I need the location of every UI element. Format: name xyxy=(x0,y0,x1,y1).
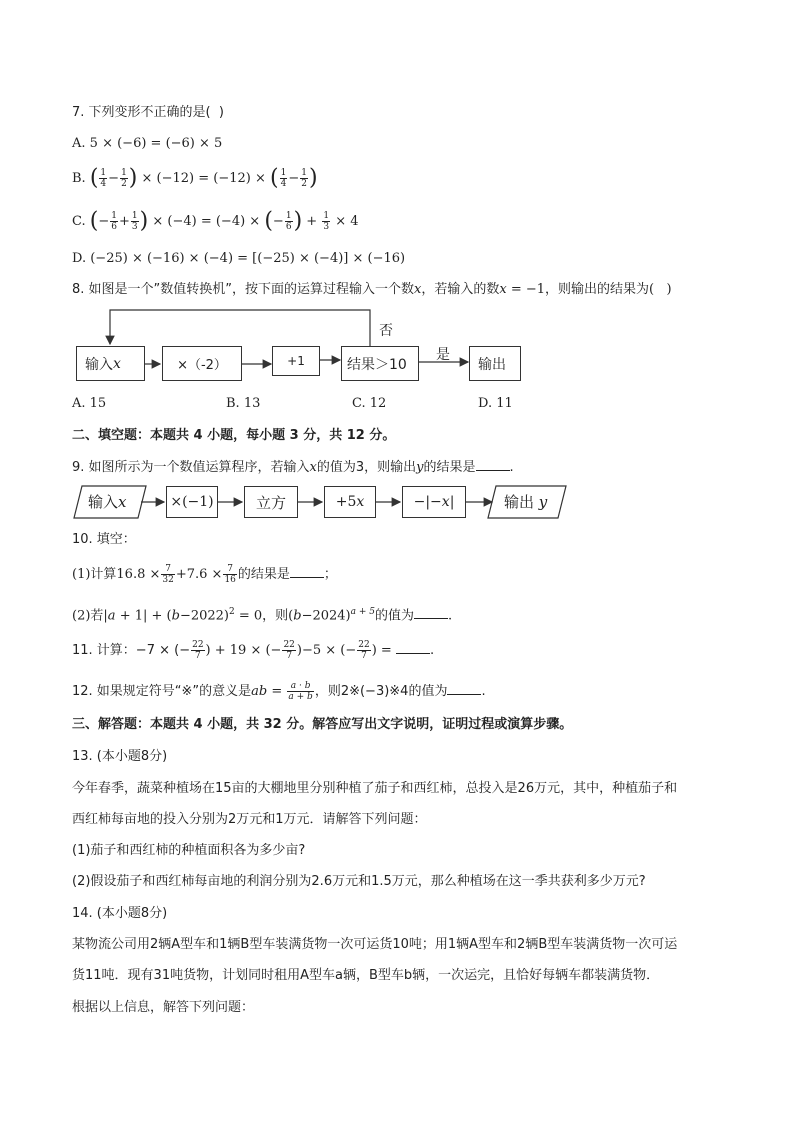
denominator: 16 xyxy=(224,575,236,585)
variable: b xyxy=(293,608,302,624)
fraction xyxy=(287,681,313,702)
box-label: +5 xyxy=(335,494,357,510)
box-label: 输出 xyxy=(478,356,506,373)
variable: ab xyxy=(251,684,268,699)
denominator: 32 xyxy=(162,575,174,585)
variable: x xyxy=(441,494,450,510)
expression: 11. 计算：−7 × (− xyxy=(72,643,191,658)
expression: +7.6 × xyxy=(175,567,223,582)
denominator: 7 xyxy=(286,651,293,661)
q12-stem xyxy=(72,681,486,702)
q14-heading: 14. (本小题8分) xyxy=(72,906,168,921)
expression: = xyxy=(267,684,287,699)
fraction: $\frac{1}{6}$ xyxy=(111,211,117,232)
q9-flow-input xyxy=(88,491,126,512)
denominator: 7 xyxy=(194,651,201,661)
stem-text: 的值为 xyxy=(375,608,415,624)
box-label: 结果＞10 xyxy=(347,356,407,373)
stem-text: 9. 如图所示为一个数值运算程序，若输入 xyxy=(72,460,310,475)
box-label: ×(−1) xyxy=(170,494,214,510)
expression: + 1| + ( xyxy=(115,608,172,624)
numerator: 7 xyxy=(223,564,236,575)
fraction xyxy=(357,640,370,661)
box-label: +1 xyxy=(287,354,305,368)
answer-blank xyxy=(290,565,324,578)
expression: (1)计算16.8 × xyxy=(72,567,161,582)
q8-option-b: B. 13 xyxy=(226,396,261,411)
q8-option-c: C. 12 xyxy=(352,396,387,411)
stem-text: . xyxy=(481,684,486,699)
q9-stem xyxy=(72,458,514,477)
flow-yes-label: 是 xyxy=(436,347,450,363)
stem-text: 的结果是 xyxy=(237,567,290,582)
fraction: $\frac{1}{2}$ xyxy=(301,168,307,189)
stem-text: ，若输入的数 xyxy=(421,282,500,297)
q9-flow-output xyxy=(504,491,547,512)
q13-heading: 13. (本小题8分) xyxy=(72,749,168,764)
box-label: 输出 xyxy=(504,493,535,511)
expression: ) = xyxy=(371,643,396,658)
stem-text: ，则2※(−3)※4的值为 xyxy=(314,684,448,699)
denominator: a + b xyxy=(288,692,313,702)
stem-text: ； xyxy=(323,567,337,582)
fraction: $\frac{1}{4}$ xyxy=(100,168,107,189)
option-label: B. xyxy=(72,171,86,186)
option-expression: × (−12) = (−12) × xyxy=(137,171,271,186)
flow-multiply-box xyxy=(162,346,242,381)
fraction: $\frac{1}{3}$ xyxy=(323,211,330,232)
flow-input-box xyxy=(76,346,145,381)
expression: ) + 19 × (− xyxy=(205,643,282,658)
fraction: $\frac{1}{6}$ xyxy=(285,211,292,232)
option-label: C. xyxy=(72,214,86,229)
option-label: D. xyxy=(72,251,87,266)
flow-output-box xyxy=(469,346,521,381)
q7-option-c: C. (− $\frac{1}{6}$ + $\frac{1}{3}$ ) × (−4) = (−4) × (− $\frac{1}{6}$ ) + $\frac{1}{3}$ × 4 xyxy=(72,208,359,234)
flow-add-box xyxy=(272,346,320,376)
fraction: $\frac{1}{4}$ xyxy=(280,168,287,189)
numerator: 7 xyxy=(161,564,174,575)
box-label: −|− xyxy=(413,494,442,510)
q13-part-1: (1)茄子和西红柿的种植面积各为多少亩? xyxy=(72,843,306,858)
stem-text: 的值为3，则输出 xyxy=(316,460,417,475)
variable: x xyxy=(309,460,317,475)
stem-text: = −1，则输出的结果为( ) xyxy=(506,282,672,297)
q10-stem: 10. 填空： xyxy=(72,532,136,547)
q10-part-1 xyxy=(72,564,337,585)
q9-flow-negate-box xyxy=(166,486,218,518)
flow-compare-box xyxy=(341,346,419,381)
q10-part-2: (2)若$|a + 1| + (b-2022)^2 = 0$，则$(b-2024)^{a + 5}$的值为 . xyxy=(72,607,453,624)
variable: y xyxy=(416,460,424,475)
box-label: ×（-2） xyxy=(177,358,227,373)
q11-expression xyxy=(72,640,434,661)
variable: x xyxy=(356,494,365,510)
variable: y xyxy=(538,493,548,511)
variable: x xyxy=(118,493,127,511)
q14-body-line-3: 根据以上信息，解答下列问题： xyxy=(72,1000,255,1015)
q8-option-d: D. 11 xyxy=(478,396,513,411)
section-2-heading: 二、填空题：本题共 4 小题，每小题 3 分，共 12 分。 xyxy=(72,428,396,443)
fraction xyxy=(161,564,174,585)
q13-body-line-2: 西红柿每亩地的投入分别为2万元和1万元．请解答下列问题： xyxy=(72,812,427,827)
variable: b xyxy=(171,608,180,624)
q8-option-a: A. 15 xyxy=(72,396,107,411)
q7-stem: 7. 下列变形不正确的是( ) xyxy=(72,105,224,120)
expression: (2)若| xyxy=(72,608,108,624)
fraction xyxy=(223,564,236,585)
numerator: 22 xyxy=(283,640,295,650)
denominator: 7 xyxy=(361,651,367,661)
fraction xyxy=(282,640,295,661)
q14-body-line-2: 货11吨．现有31吨货物，计划同时租用A型车a辆，B型车b辆，一次运完，且恰好每辆车都装满货物． xyxy=(72,968,660,983)
option-expression: 5 × (−6) = (−6) × 5 xyxy=(89,136,223,151)
stem-text: . xyxy=(448,608,453,624)
box-label: 输入 xyxy=(88,493,119,511)
option-expression: × (−4) = (−4) × xyxy=(148,214,265,229)
box-label: 立方 xyxy=(255,493,286,512)
numerator: 22 xyxy=(192,640,204,650)
numerator: 22 xyxy=(358,640,370,650)
expression: −2022) xyxy=(179,608,229,624)
section-3-heading: 三、解答题：本题共 4 小题，共 32 分。解答应写出文字说明，证明过程或演算步骤。 xyxy=(72,717,573,732)
numerator: a · b xyxy=(287,681,313,692)
q13-body-line-1: 今年春季，蔬菜种植场在15亩的大棚地里分别种植了茄子和西红柿，总投入是26万元，其中，种植茄子和 xyxy=(72,781,678,796)
fraction xyxy=(191,640,204,661)
q7-option-b: B. ( $\frac{1}{4}$ − $\frac{1}{2}$ ) × (−12) = (−12) × ( $\frac{1}{4}$ − $\frac{1}{2}$ ) xyxy=(72,165,318,191)
box-label: | xyxy=(449,494,455,510)
answer-blank xyxy=(476,458,510,471)
stem-text: 的结果是 xyxy=(423,460,476,475)
flow-no-label: 否 xyxy=(379,323,393,339)
variable: x xyxy=(499,282,507,297)
exponent: a + 5 xyxy=(350,607,375,617)
q14-body-line-1: 某物流公司用2辆A型车和1辆B型车装满货物一次可运货10吨；用1辆A型车和2辆B型车装满货物一次可运 xyxy=(72,937,678,952)
answer-blank xyxy=(414,606,448,619)
option-label: A. xyxy=(72,136,86,151)
variable: x xyxy=(414,282,422,297)
box-label: 输入 xyxy=(85,356,113,373)
variable: a xyxy=(107,608,116,624)
option-expression: (−25) × (−16) × (−4) = [(−25) × (−4)] × (−16) xyxy=(90,251,406,266)
answer-blank xyxy=(396,641,430,654)
fraction: $\frac{1}{3}$ xyxy=(131,211,138,232)
stem-text: 12. 如果规定符号“※”的意义是 xyxy=(72,684,252,699)
stem-text: 8. 如图是一个”数值转换机”，按下面的运算过程输入一个数 xyxy=(72,282,415,297)
expression: )−5 × (− xyxy=(296,643,357,658)
q9-flow-abs-box xyxy=(402,486,466,518)
expression: −2024) xyxy=(301,608,351,624)
option-expression: × 4 xyxy=(331,214,359,229)
fraction: $\frac{1}{2}$ xyxy=(121,168,127,189)
stem-text: . xyxy=(509,460,514,475)
expression: = 0，则( xyxy=(234,608,294,624)
q9-flow-add5x-box xyxy=(324,486,376,518)
stem-text: . xyxy=(429,643,435,658)
variable: x xyxy=(113,355,121,372)
q9-flow-cube-box xyxy=(244,486,298,518)
answer-blank xyxy=(447,682,481,695)
q13-part-2: (2)假设茄子和西红柿每亩地的利润分别为2.6万元和1.5万元，那么种植场在这一季共获利多少万元? xyxy=(72,874,646,889)
